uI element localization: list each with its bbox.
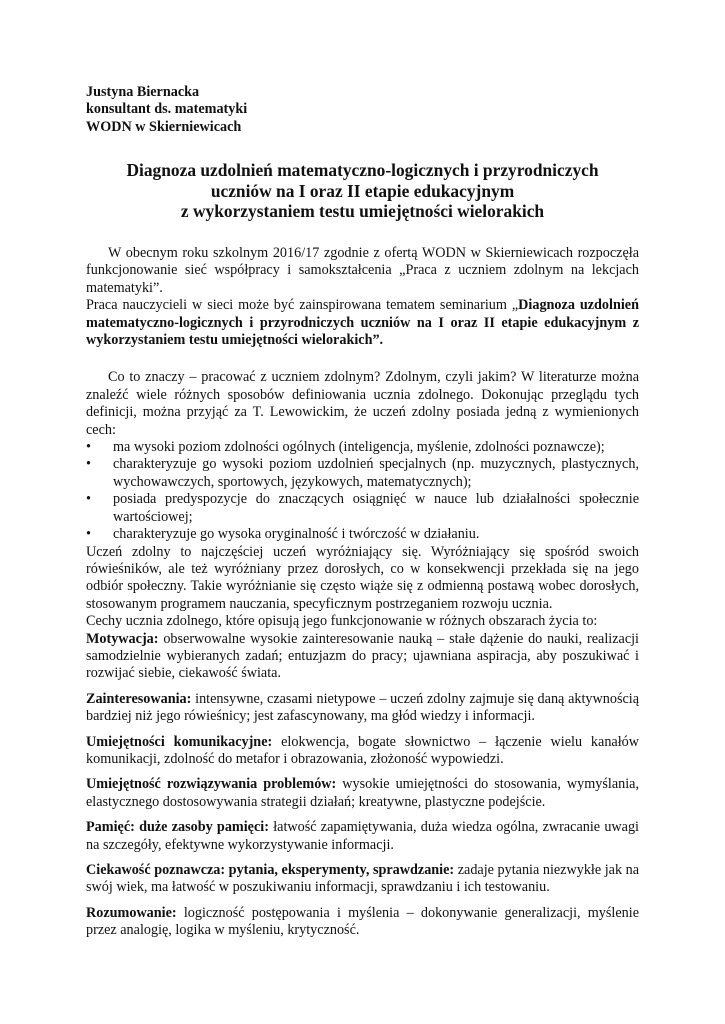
trait-curiosity: [86, 862, 639, 897]
traits-descriptions: [86, 631, 639, 940]
trait-term: Pamięć: duże zasoby pamięci:: [86, 819, 269, 836]
trait-communication: [86, 734, 639, 769]
trait-term: Umiejętność rozwiązywania problemów:: [86, 776, 337, 793]
trait-description: wysokie umiejętności do stosowania, wymyślania, elastycznego dostosowywania strategii działań; kreatywne, plastyczne podejście.: [86, 776, 639, 810]
section-paragraph-2: Uczeń zdolny to najczęściej uczeń wyróżniający się. Wyróżniający się spośród swoich rówieśników, ale też wyróżniany przez dorosłych, co w konsekwencji przekłada się na jego odbiór społeczny. Takie wyróżnianie się często wiąże się z odmienną postawą wobec dorosłych, stosowanym programem nauczania, specyficznym postrzeganiem rozwoju ucznia.: [86, 543, 639, 612]
section-paragraph-3: Cechy ucznia zdolnego, które opisują jego funkcjonowanie w różnych obszarach życia to:: [86, 613, 598, 630]
list-item-text: charakteryzuje go wysoka oryginalność i twórczość w działaniu.: [113, 526, 480, 543]
intro-paragraph-2: [86, 297, 639, 349]
title-line-2: uczniów na I oraz II etapie edukacyjnym: [210, 180, 515, 201]
list-item: [86, 526, 639, 543]
title-line-1: Diagnoza uzdolnień matematyczno-logicznych i przyrodniczych: [126, 160, 599, 181]
seminar-title: Diagnoza uzdolnień matematyczno-logicznych i przyrodniczych uczniów na I oraz II etapie edukacyjnym z wykorzystaniem testu umiejętności wielorakich”.: [86, 297, 639, 349]
trait-problem-solving: [86, 776, 639, 811]
author-role: konsultant ds. matematyki: [86, 101, 248, 118]
document-title: [86, 160, 639, 222]
list-item: [86, 491, 639, 526]
intro-paragraph-2-text: Praca nauczycieli w sieci może być zainspirowana tematem seminarium „: [86, 297, 519, 314]
author-name: Justyna Biernacka: [86, 84, 200, 100]
list-item: [86, 439, 639, 456]
list-item: [86, 456, 639, 491]
trait-description: logiczność postępowania i myślenia – dokonywanie generalizacji, myślenie przez analogię, logika w myśleniu, krytyczność.: [86, 904, 639, 939]
trait-term: Zainteresowania:: [86, 690, 192, 707]
bullet-icon: •: [86, 456, 91, 473]
trait-reasoning: [86, 905, 639, 940]
title-line-3: z wykorzystaniem testu umiejętności wielorakich: [180, 201, 545, 222]
trait-term: Ciekawość poznawcza: pytania, eksperymenty, sprawdzanie:: [86, 862, 455, 878]
trait-memory: [86, 819, 639, 854]
trait-interests: [86, 691, 639, 726]
trait-description: obserwowalne wysokie zainteresowanie nauką – stałe dążenie do nauki, realizacji samodzielnie wybieranych zadań; entuzjazm do pracy; ujawniana aspiracja, aby poszukiwać i rozwijać siebie, ciekawość świata.: [86, 630, 639, 682]
list-item-text: posiada predyspozycje do znaczących osiągnięć w nauce lub działalności społecznie wartościowej;: [113, 491, 639, 525]
list-item-text: ma wysoki poziom zdolności ogólnych (inteligencja, myślenie, zdolności poznawcze);: [113, 439, 605, 456]
document-page: [86, 84, 639, 940]
trait-term: Rozumowanie:: [86, 904, 177, 921]
author-block: [86, 84, 639, 136]
trait-description: elokwencja, bogate słownictwo – łączenie wielu kanałów komunikacji, zdolność do metafor i obrazowania, złożoność wypowiedzi.: [86, 733, 639, 767]
trait-term: Umiejętności komunikacyjne:: [86, 733, 273, 750]
bullet-icon: •: [86, 491, 91, 508]
bullet-icon: •: [86, 526, 91, 543]
traits-bullet-list: [86, 439, 639, 543]
section-paragraph-1: Co to znaczy – pracować z uczniem zdolnym? Zdolnym, czyli jakim? W literaturze można znaleźć wiele różnych sposobów definiowania ucznia zdolnego. Dokonując przeglądu tych definicji, można przyjąć za T. Lewowickim, że uczeń zdolny posiada jedną z wymienionych cech:: [86, 369, 639, 438]
trait-description: intensywne, czasami nietypowe – uczeń zdolny zajmuje się daną aktywnością bardziej niż jego rówieśnicy; jest zafascynowany, ma głód wiedzy i informacji.: [86, 690, 640, 725]
trait-description: łatwość zapamiętywania, duża wiedza ogólna, zwracanie uwagi na szczegóły, efektywne wykorzystywanie informacji.: [86, 819, 639, 853]
intro-paragraph-1: W obecnym roku szkolnym 2016/17 zgodnie z ofertą WODN w Skierniewicach rozpoczęła funkcjonowanie sieć współpracy i samokształcenia „Praca z uczniem zdolnym na lekcjach matematyki”.: [86, 245, 639, 296]
bullet-icon: •: [86, 439, 91, 456]
trait-description: zadaje pytania niezwykłe jak na swój wiek, ma łatwość w poszukiwaniu informacji, sprawdzaniu i ich testowaniu.: [86, 862, 640, 896]
trait-motivation: [86, 631, 639, 683]
trait-term: Motywacja:: [86, 630, 159, 647]
author-institution: WODN w Skierniewicach: [86, 118, 242, 135]
list-item-text: charakteryzuje go wysoki poziom uzdolnień specjalnych (np. muzycznych, plastycznych, wychowawczych, sportowych, językowych, matematycznych);: [113, 456, 639, 490]
